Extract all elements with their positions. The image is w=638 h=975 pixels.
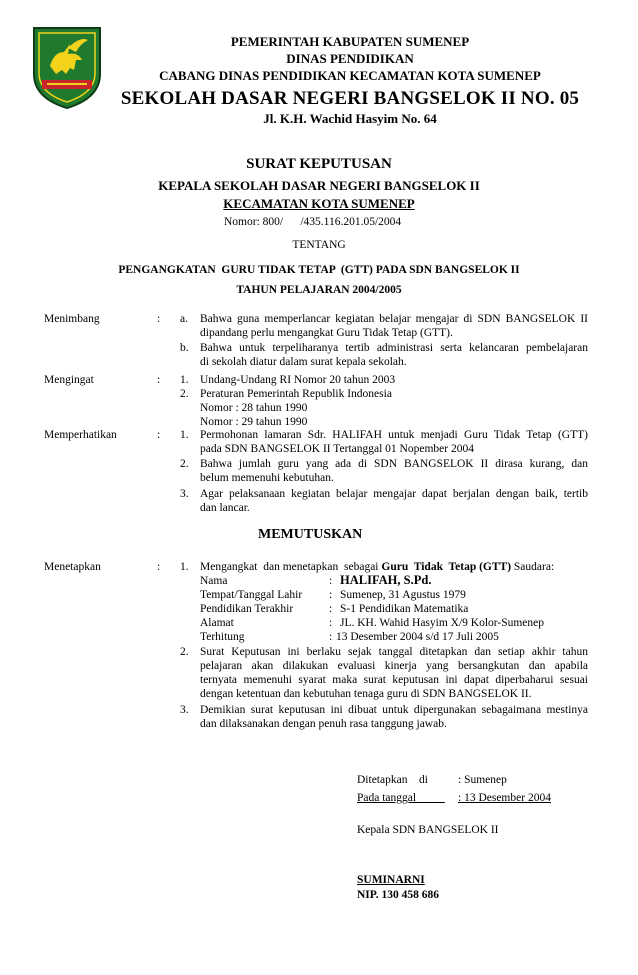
menetapkan-1-tail: Saudara:	[513, 561, 555, 573]
memutuskan-heading: MEMUTUSKAN	[258, 527, 363, 542]
memperhatikan-3-marker: 3.	[180, 488, 189, 500]
memperhatikan-1-line1: Permohonan lamaran Sdr. HALIFAH untuk menjadi Guru Tidak Tetap (GTT)	[200, 429, 588, 441]
menimbang-label: Menimbang	[44, 313, 100, 325]
menetapkan-1-marker: 1.	[180, 561, 189, 573]
signatory-nip: NIP. 130 458 686	[357, 889, 439, 901]
menimbang-a-marker: a.	[180, 313, 188, 325]
menetapkan-3-line: dan dilaksanakan dengan penuh rasa tanggung jawab.	[200, 718, 447, 730]
tanggal-value: : 13 Desember 2004	[458, 792, 551, 804]
signatory-position: Kepala SDN BANGSELOK II	[357, 824, 499, 836]
doc-type: SURAT KEPUTUSAN	[246, 156, 392, 172]
menetapkan-1-line	[200, 560, 554, 574]
detail-key: Terhitung	[200, 631, 245, 643]
menimbang-colon: :	[157, 313, 161, 325]
menetapkan-2-line: dengan ketentuan dan kebutuhan tenaga guru di SDN BANGSELOK II.	[200, 688, 532, 700]
letterhead-line1: PEMERINTAH KABUPATEN SUMENEP	[230, 34, 470, 49]
menimbang-b-line1: Bahwa untuk terpeliharanya tertib administrasi serta kelancaran pembelajaran	[200, 342, 588, 354]
tanggal-label	[357, 791, 457, 805]
menetapkan-3-marker: 3.	[180, 704, 189, 716]
menetapkan-1-bold: Guru Tidak Tetap (GTT)	[381, 561, 512, 573]
detail-key: Nama	[200, 575, 228, 587]
detail-sep: :	[329, 575, 333, 587]
detail-key: Alamat	[200, 617, 234, 629]
menetapkan-colon: :	[157, 561, 161, 573]
logo-ribbon-text	[47, 83, 87, 85]
detail-key: Tempat/Tanggal Lahir	[200, 589, 303, 601]
mengingat-2-line1: Peraturan Pemerintah Republik Indonesia	[200, 388, 392, 400]
mengingat-2-marker: 2.	[180, 388, 189, 400]
school-address: Jl. K.H. Wachid Hasyim No. 64	[263, 111, 437, 126]
ditetapkan-label: Ditetapkan di	[357, 774, 428, 786]
memperhatikan-label: Memperhatikan	[44, 429, 117, 441]
menetapkan-2-marker: 2.	[180, 646, 189, 658]
issuer-line1: KEPALA SEKOLAH DASAR NEGERI BANGSELOK II	[158, 178, 480, 193]
detail-sep: :	[329, 603, 333, 615]
detail-value: 13 Desember 2004 s/d 17 Juli 2005	[336, 631, 499, 643]
mengingat-label: Mengingat	[44, 374, 94, 386]
memperhatikan-3-line2: dan lancar.	[200, 502, 250, 514]
detail-value-name: HALIFAH, S.Pd.	[340, 573, 432, 587]
detail-value: JL. KH. Wahid Hasyim X/9 Kolor-Sumenep	[340, 617, 545, 629]
subject-line2: TAHUN PELAJARAN 2004/2005	[236, 284, 402, 296]
mengingat-colon: :	[157, 374, 161, 386]
tentang-label: TENTANG	[292, 239, 346, 251]
memperhatikan-3-line1: Agar pelaksanaan kegiatan belajar mengajar dapat berjalan dengan baik, tertib	[200, 488, 588, 500]
menetapkan-2-line: Surat Keputusan ini berlaku sejak tanggal ditetapkan dan setiap akhir tahun	[200, 646, 588, 658]
ditetapkan-value: : Sumenep	[458, 774, 507, 786]
memperhatikan-1-marker: 1.	[180, 429, 189, 441]
menimbang-a-line2: dipandang perlu mengangkat Guru Tidak Tetap (GTT).	[200, 327, 453, 339]
memperhatikan-2-line1: Bahwa jumlah guru yang ada di SDN BANGSELOK II dirasa kurang, dan	[200, 458, 588, 470]
menimbang-a-line1: Bahwa guna memperlancar kegiatan belajar mengajar di SDN BANGSELOK II	[200, 313, 588, 325]
memperhatikan-1-line2: pada SDN BANGSELOK II Tertanggal 01 Nopember 2004	[200, 443, 474, 455]
letterhead-line3: CABANG DINAS PENDIDIKAN KECAMATAN KOTA SUMENEP	[159, 68, 541, 83]
issuer-line2: KECAMATAN KOTA SUMENEP	[223, 196, 415, 211]
document-number: Nomor: 800/ /435.116.201.05/2004	[224, 216, 402, 228]
menimbang-b-line2: di sekolah diatur dalam surat kepala sekolah.	[200, 356, 407, 368]
tanggal-label-text: Pada tanggal	[357, 792, 417, 804]
mengingat-2-line3: Nomor : 29 tahun 1990	[200, 416, 308, 428]
detail-key: Pendidikan Terakhir	[200, 603, 294, 615]
school-name: SEKOLAH DASAR NEGERI BANGSELOK II NO. 05	[120, 88, 580, 109]
detail-sep: :	[329, 631, 333, 643]
detail-sep: :	[329, 617, 333, 629]
detail-value: S-1 Pendidikan Matematika	[340, 603, 469, 615]
detail-sep: :	[329, 589, 333, 601]
memperhatikan-colon: :	[157, 429, 161, 441]
menetapkan-label: Menetapkan	[44, 561, 101, 573]
memperhatikan-2-marker: 2.	[180, 458, 189, 470]
mengingat-1-line1: Undang-Undang RI Nomor 20 tahun 2003	[200, 374, 396, 386]
menimbang-b-marker: b.	[180, 342, 189, 354]
mengingat-1-marker: 1.	[180, 374, 189, 386]
mengingat-2-line2: Nomor : 28 tahun 1990	[200, 402, 308, 414]
menetapkan-2-line: pelajaran akan dilakukan evaluasi kinerja yang bersangkutan dan apabila	[200, 660, 588, 672]
detail-value: Sumenep, 31 Agustus 1979	[340, 589, 466, 601]
signatory-name: SUMINARNI	[357, 874, 425, 886]
letterhead-line2: DINAS PENDIDIKAN	[286, 51, 414, 66]
menetapkan-1-text: Mengangkat dan menetapkan sebagai	[200, 561, 379, 573]
menetapkan-2-line: ternyata memenuhi syarat maka surat keputusan ini dapat diperbaharui sesuai	[200, 674, 588, 686]
subject-line1: PENGANGKATAN GURU TIDAK TETAP (GTT) PADA SDN BANGSELOK II	[118, 264, 520, 276]
menetapkan-3-line: Demikian surat keputusan ini dibuat untuk dipergunakan sebagaimana mestinya	[200, 704, 588, 716]
school-logo	[30, 22, 104, 110]
memperhatikan-2-line2: belum memenuhi kebutuhan.	[200, 472, 334, 484]
